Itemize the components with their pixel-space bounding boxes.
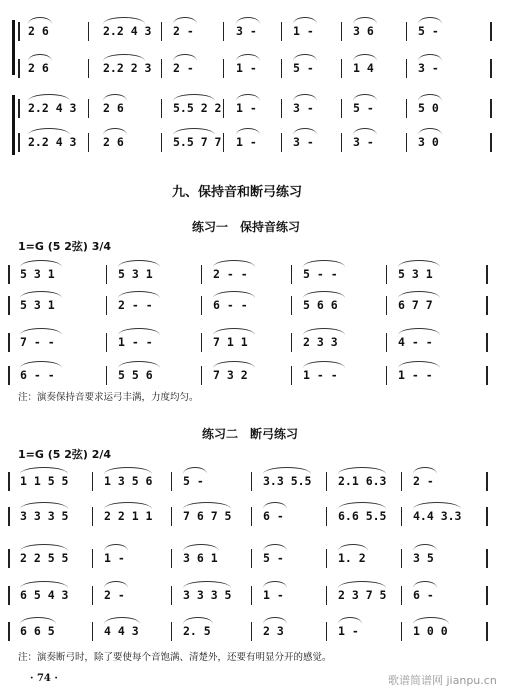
- slur-mark: [20, 291, 62, 298]
- measure: 6 5 4 3: [20, 588, 69, 602]
- bar-line: [8, 549, 10, 568]
- bar-line: [486, 507, 488, 526]
- bar-line: [486, 472, 488, 491]
- measure: 3 -: [418, 61, 439, 75]
- slur-mark: [103, 54, 145, 61]
- slur-mark: [183, 544, 219, 551]
- exercise2-row-3: [8, 547, 500, 569]
- measure: 1 -: [263, 588, 284, 602]
- slur-mark: [263, 544, 287, 551]
- bar-line: [18, 99, 20, 118]
- bar-line: [386, 265, 387, 284]
- slur-mark: [20, 544, 68, 551]
- slur-mark: [103, 17, 145, 24]
- slur-mark: [293, 17, 317, 24]
- measure: 2 3 3: [303, 335, 338, 349]
- slur-mark: [353, 17, 377, 24]
- bar-line: [18, 22, 20, 41]
- bar-line: [161, 99, 162, 118]
- slur-mark: [20, 328, 62, 335]
- measure: 2 - -: [213, 267, 248, 281]
- measure: 4.4 3.3: [413, 509, 462, 523]
- top-row-1: [8, 20, 500, 42]
- bar-line: [341, 133, 342, 152]
- bar-line: [386, 366, 387, 385]
- bar-line: [401, 549, 402, 568]
- bar-line: [486, 333, 488, 352]
- bar-line: [341, 59, 342, 78]
- measure: 7 6 7 5: [183, 509, 232, 523]
- slur-mark: [104, 581, 128, 588]
- bar-line: [341, 99, 342, 118]
- bar-line: [201, 366, 202, 385]
- bar-line: [92, 586, 93, 605]
- measure: 2.2 2 3: [103, 61, 152, 75]
- exercise1-row-2: [8, 294, 500, 316]
- slur-mark: [413, 617, 449, 624]
- slur-mark: [104, 502, 152, 509]
- bar-line: [401, 586, 402, 605]
- measure: 1 -: [293, 24, 314, 38]
- bar-line: [8, 265, 10, 284]
- measure: 2 6: [28, 24, 49, 38]
- slur-mark: [263, 502, 287, 509]
- bar-line: [8, 586, 10, 605]
- exercise1-title: 练习一 保持音练习: [192, 220, 301, 234]
- bar-line: [281, 99, 282, 118]
- slur-mark: [20, 581, 68, 588]
- slur-mark: [236, 54, 260, 61]
- measure: 5 -: [353, 101, 374, 115]
- slur-mark: [20, 467, 68, 474]
- measure: 5 -: [183, 474, 204, 488]
- bar-line: [291, 296, 292, 315]
- measure: 5 - -: [303, 267, 338, 281]
- bar-line: [486, 622, 488, 641]
- measure: 3.3 5.5: [263, 474, 312, 488]
- bar-line: [386, 333, 387, 352]
- slur-mark: [413, 502, 461, 509]
- measure: 2 -: [413, 474, 434, 488]
- section-title: 九、保持音和断弓练习: [172, 185, 303, 200]
- exercise2-row-2: [8, 505, 500, 527]
- top-row-4: [8, 131, 500, 153]
- slur-mark: [213, 260, 255, 267]
- slur-mark: [303, 328, 345, 335]
- measure: 2.2 4 3: [28, 101, 77, 115]
- measure: 7 3 2: [213, 368, 248, 382]
- bar-line: [486, 549, 488, 568]
- bar-line: [92, 622, 93, 641]
- measure: 1 -: [236, 101, 257, 115]
- bar-line: [8, 333, 10, 352]
- measure: 3 -: [353, 135, 374, 149]
- bar-line: [401, 507, 402, 526]
- slur-mark: [418, 94, 442, 101]
- measure: 5.5 7 7: [173, 135, 222, 149]
- slur-mark: [118, 361, 160, 368]
- slur-mark: [103, 128, 127, 135]
- slur-mark: [20, 361, 62, 368]
- bar-line: [201, 296, 202, 315]
- slur-mark: [213, 361, 255, 368]
- bar-line: [281, 133, 282, 152]
- measure: 5 3 1: [20, 267, 55, 281]
- bar-line: [8, 296, 10, 315]
- measure: 4 - -: [398, 335, 433, 349]
- bar-line: [406, 133, 407, 152]
- bar-line: [201, 333, 202, 352]
- slur-mark: [413, 581, 437, 588]
- measure: 2 3 7 5: [338, 588, 387, 602]
- measure: 5 3 1: [118, 267, 153, 281]
- bar-line: [106, 265, 107, 284]
- slur-mark: [293, 54, 317, 61]
- bar-line: [88, 59, 89, 78]
- bar-line: [8, 366, 10, 385]
- measure: 5 5 6: [118, 368, 153, 382]
- bar-line: [161, 22, 162, 41]
- bar-line: [490, 59, 492, 78]
- measure: 2 2 5 5: [20, 551, 69, 565]
- slur-mark: [398, 361, 440, 368]
- bar-line: [92, 507, 93, 526]
- measure: 5 -: [418, 24, 439, 38]
- slur-mark: [263, 581, 287, 588]
- measure: 2 6: [28, 61, 49, 75]
- bar-line: [281, 22, 282, 41]
- measure: 3 3 3 5: [20, 509, 69, 523]
- measure: 5 3 1: [398, 267, 433, 281]
- measure: 1 -: [236, 135, 257, 149]
- slur-mark: [338, 544, 368, 551]
- measure: 3 -: [293, 101, 314, 115]
- bar-line: [406, 22, 407, 41]
- bar-line: [326, 507, 327, 526]
- exercise2-title: 练习二 断弓练习: [202, 427, 299, 441]
- measure: 6 - -: [213, 298, 248, 312]
- measure: 5.5 2 2: [173, 101, 222, 115]
- slur-mark: [213, 328, 255, 335]
- measure: 2 - -: [118, 298, 153, 312]
- measure: 1 - -: [398, 368, 433, 382]
- measure: 3 3 3 5: [183, 588, 232, 602]
- page-number: · 74 ·: [30, 673, 58, 684]
- measure: 5 -: [263, 551, 284, 565]
- slur-mark: [418, 17, 442, 24]
- system-bracket: [12, 20, 15, 75]
- bar-line: [326, 586, 327, 605]
- slur-mark: [104, 467, 152, 474]
- bar-line: [486, 586, 488, 605]
- slur-mark: [263, 617, 287, 624]
- measure: 6 -: [263, 509, 284, 523]
- system-bracket: [12, 95, 15, 155]
- bar-line: [223, 99, 224, 118]
- measure: 3 -: [293, 135, 314, 149]
- slur-mark: [303, 260, 345, 267]
- slur-mark: [413, 467, 437, 474]
- slur-mark: [20, 502, 68, 509]
- measure: 3 0: [418, 135, 439, 149]
- bar-line: [171, 549, 172, 568]
- bar-line: [18, 133, 20, 152]
- measure: 3 6 1: [183, 551, 218, 565]
- slur-mark: [236, 128, 260, 135]
- exercise2-row-1: [8, 470, 500, 492]
- bar-line: [326, 472, 327, 491]
- bar-line: [171, 586, 172, 605]
- bar-line: [281, 59, 282, 78]
- bar-line: [161, 59, 162, 78]
- bar-line: [171, 472, 172, 491]
- measure: 6 -: [413, 588, 434, 602]
- top-row-3: [8, 97, 500, 119]
- exercise1-row-1: [8, 263, 500, 285]
- measure: 2 -: [173, 61, 194, 75]
- slur-mark: [293, 128, 317, 135]
- measure: 1 4: [353, 61, 374, 75]
- slur-mark: [104, 544, 128, 551]
- bar-line: [406, 99, 407, 118]
- exercise2-row-5: [8, 620, 500, 642]
- bar-line: [251, 622, 252, 641]
- slur-mark: [28, 94, 70, 101]
- measure: 2 6: [103, 101, 124, 115]
- slur-mark: [338, 581, 386, 588]
- slur-mark: [418, 54, 442, 61]
- slur-mark: [183, 502, 231, 509]
- exercise1-note: 注：演奏保持音要求运弓丰满，力度均匀。: [18, 392, 199, 403]
- slur-mark: [20, 617, 56, 624]
- bar-line: [291, 333, 292, 352]
- bar-line: [223, 22, 224, 41]
- measure: 6 - -: [20, 368, 55, 382]
- measure: 2. 5: [183, 624, 211, 638]
- measure: 2 6: [103, 135, 124, 149]
- slur-mark: [398, 328, 440, 335]
- slur-mark: [338, 502, 386, 509]
- bar-line: [291, 265, 292, 284]
- bar-line: [8, 472, 10, 491]
- measure: 3 5: [413, 551, 434, 565]
- slur-mark: [118, 260, 160, 267]
- measure: 6.6 5.5: [338, 509, 387, 523]
- slur-mark: [173, 54, 197, 61]
- slur-mark: [293, 94, 317, 101]
- slur-mark: [413, 544, 437, 551]
- bar-line: [486, 265, 488, 284]
- measure: 5 0: [418, 101, 439, 115]
- slur-mark: [173, 94, 215, 101]
- bar-line: [92, 472, 93, 491]
- bar-line: [171, 507, 172, 526]
- measure: 1 -: [236, 61, 257, 75]
- bar-line: [251, 586, 252, 605]
- bar-line: [490, 99, 492, 118]
- bar-line: [401, 472, 402, 491]
- slur-mark: [118, 328, 160, 335]
- exercise1-row-3: [8, 331, 500, 353]
- slur-mark: [418, 128, 442, 135]
- measure: 7 1 1: [213, 335, 248, 349]
- bar-line: [326, 549, 327, 568]
- slur-mark: [263, 467, 311, 474]
- slur-mark: [236, 94, 260, 101]
- slur-mark: [104, 617, 140, 624]
- slur-mark: [236, 17, 260, 24]
- slur-mark: [338, 467, 386, 474]
- slur-mark: [103, 94, 127, 101]
- bar-line: [490, 133, 492, 152]
- slur-mark: [353, 94, 377, 101]
- exercise1-row-4: [8, 364, 500, 386]
- measure: 2 -: [104, 588, 125, 602]
- bar-line: [171, 622, 172, 641]
- measure: 7 - -: [20, 335, 55, 349]
- slur-mark: [183, 581, 231, 588]
- measure: 2 3: [263, 624, 284, 638]
- slur-mark: [303, 291, 345, 298]
- measure: 2.2 4 3: [103, 24, 152, 38]
- slur-mark: [118, 291, 160, 298]
- slur-mark: [173, 128, 215, 135]
- top-row-2: [8, 57, 500, 79]
- bar-line: [251, 472, 252, 491]
- bar-line: [88, 99, 89, 118]
- slur-mark: [338, 617, 362, 624]
- bar-line: [291, 366, 292, 385]
- bar-line: [386, 296, 387, 315]
- measure: 3 6: [353, 24, 374, 38]
- bar-line: [223, 133, 224, 152]
- bar-line: [486, 366, 488, 385]
- slur-mark: [28, 54, 52, 61]
- measure: 5 6 6: [303, 298, 338, 312]
- bar-line: [490, 22, 492, 41]
- measure: 2 2 1 1: [104, 509, 153, 523]
- measure: 6 7 7: [398, 298, 433, 312]
- measure: 1 -: [104, 551, 125, 565]
- bar-line: [406, 59, 407, 78]
- measure: 1 -: [338, 624, 359, 638]
- measure: 5 -: [293, 61, 314, 75]
- bar-line: [88, 22, 89, 41]
- measure: 1. 2: [338, 551, 366, 565]
- bar-line: [201, 265, 202, 284]
- slur-mark: [28, 17, 52, 24]
- slur-mark: [213, 291, 255, 298]
- slur-mark: [173, 17, 197, 24]
- slur-mark: [20, 260, 62, 267]
- measure: 6 6 5: [20, 624, 55, 638]
- measure: 4 4 3: [104, 624, 139, 638]
- bar-line: [326, 622, 327, 641]
- measure: 2.2 4 3: [28, 135, 77, 149]
- slur-mark: [28, 128, 70, 135]
- bar-line: [341, 22, 342, 41]
- bar-line: [8, 622, 10, 641]
- bar-line: [106, 333, 107, 352]
- slur-mark: [353, 54, 377, 61]
- exercise2-key-signature: 1=G (5 2弦) 2/4: [18, 448, 112, 461]
- exercise1-key-signature: 1=G (5 2弦) 3/4: [18, 240, 112, 253]
- bar-line: [223, 59, 224, 78]
- bar-line: [88, 133, 89, 152]
- slur-mark: [303, 361, 345, 368]
- bar-line: [92, 549, 93, 568]
- measure: 1 - -: [118, 335, 153, 349]
- bar-line: [251, 549, 252, 568]
- slur-mark: [398, 291, 440, 298]
- watermark: 歌谱简谱网 jianpu.cn: [388, 674, 497, 687]
- measure: 1 1 5 5: [20, 474, 69, 488]
- measure: 2.1 6.3: [338, 474, 387, 488]
- slur-mark: [183, 617, 213, 624]
- bar-line: [161, 133, 162, 152]
- bar-line: [106, 366, 107, 385]
- bar-line: [8, 507, 10, 526]
- measure: 2 -: [173, 24, 194, 38]
- slur-mark: [398, 260, 440, 267]
- slur-mark: [183, 467, 207, 474]
- exercise2-note: 注：演奏断弓时，除了要使每个音饱满、清楚外，还要有明显分开的感觉。: [18, 652, 332, 663]
- bar-line: [18, 59, 20, 78]
- measure: 5 3 1: [20, 298, 55, 312]
- measure: 3 -: [236, 24, 257, 38]
- bar-line: [251, 507, 252, 526]
- bar-line: [401, 622, 402, 641]
- measure: 1 0 0: [413, 624, 448, 638]
- slur-mark: [353, 128, 377, 135]
- exercise2-row-4: [8, 584, 500, 606]
- measure: 1 3 5 6: [104, 474, 153, 488]
- bar-line: [486, 296, 488, 315]
- measure: 1 - -: [303, 368, 338, 382]
- bar-line: [106, 296, 107, 315]
